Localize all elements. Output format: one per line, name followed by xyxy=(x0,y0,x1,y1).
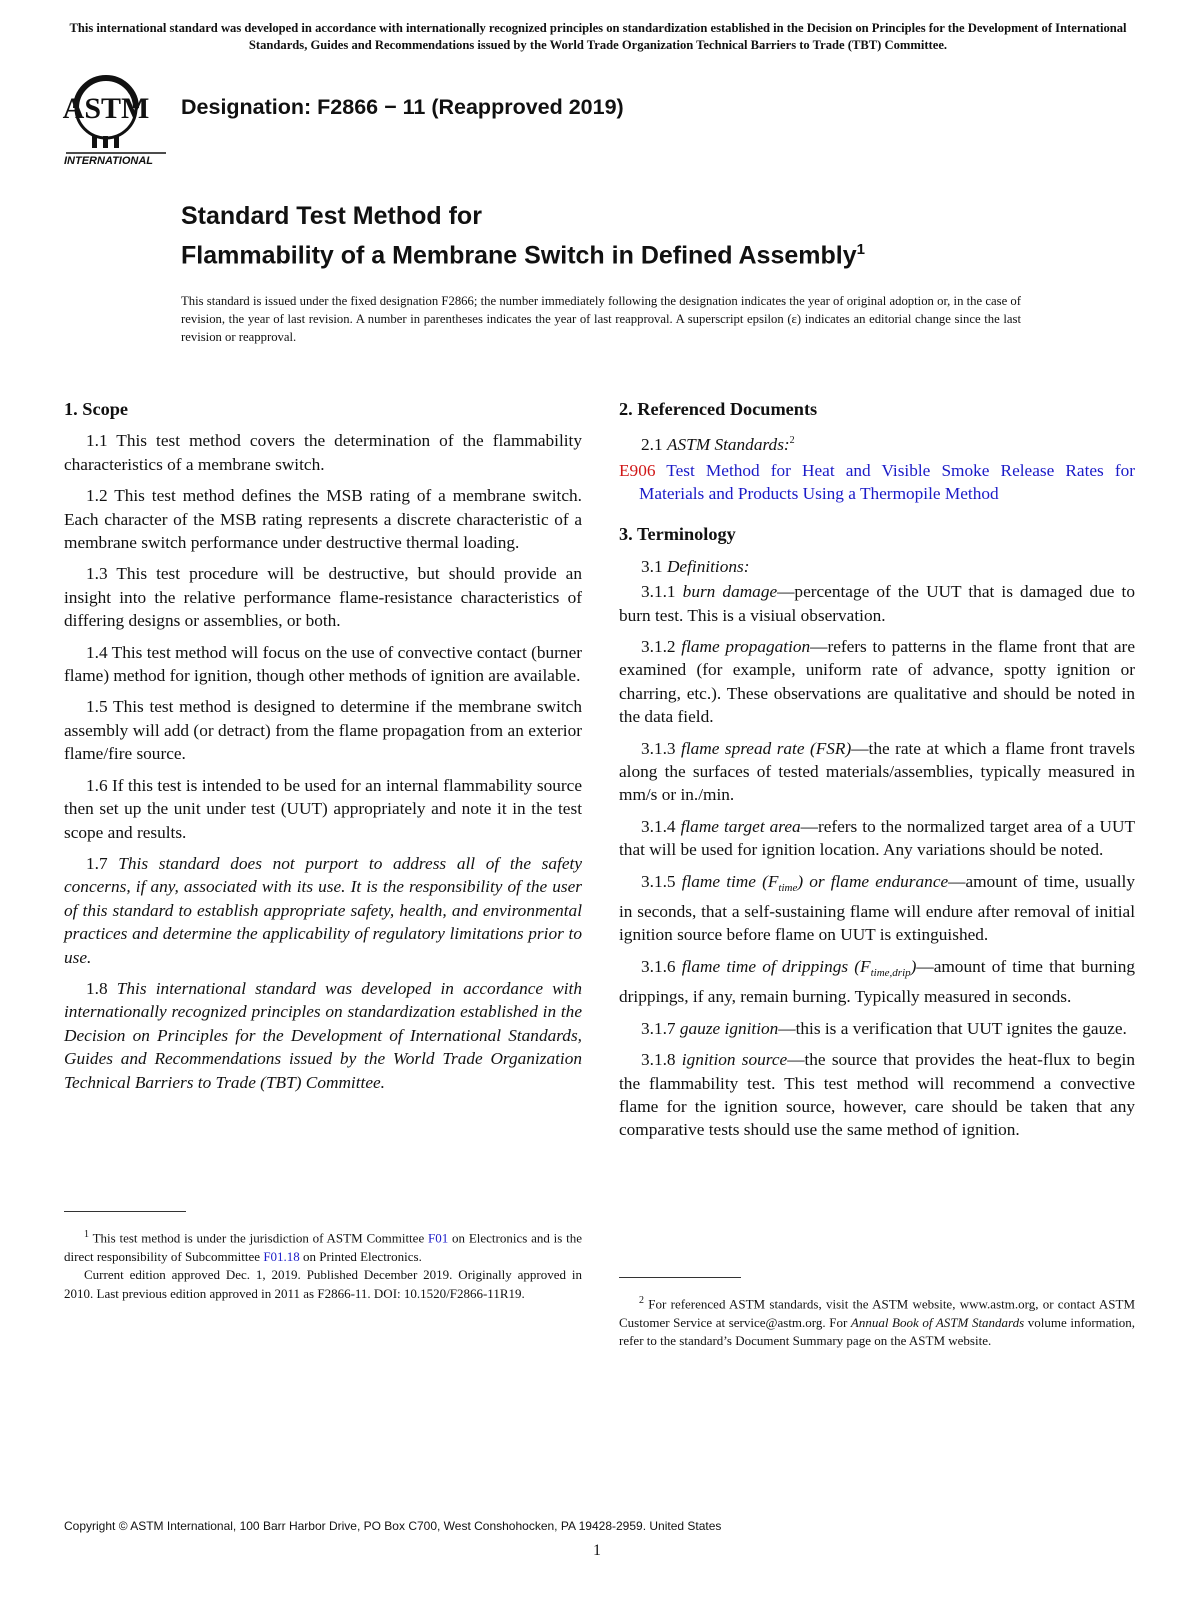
scope-1-1: 1.1 This test method covers the determination of the flammability characteristics of a membrane switch. xyxy=(64,431,582,474)
scope-1-8: 1.8 This international standard was developed in accordance with internationally recognized principles on standardization established in the Decision on Principles for the Development of International Standards, Guides and Recommendations issued by the World Trade Organization Technical Barriers to Trade (TBT) Committee. xyxy=(64,978,582,1092)
def-3-1-3: 3.1.3 flame spread rate (FSR)—the rate at which a flame front travels along the surfaces of tested materials/assemblies, typically measured in mm/s or in./min. xyxy=(619,738,1136,805)
right-column xyxy=(619,398,1135,1150)
link-f01[interactable]: F01 xyxy=(428,1230,449,1246)
footnote-1-edition: Current edition approved Dec. 1, 2019. Published December 2019. Originally approved in 2010. Last previous edition approved in 2011 as F2866-11. DOI: 10.1520/F2866-11R19. xyxy=(64,1267,582,1301)
scope-1-4: 1.4 This test method will focus on the use of convective contact (burner flame) method for ignition, though other methods of ignition are available. xyxy=(64,642,582,686)
scope-1-6: 1.6 If this test is intended to be used for an internal flammability source then set up the unit under test (UUT) appropriately and note it in the test scope and results. xyxy=(64,775,582,842)
def-3-1-7: 3.1.7 gauze ignition—this is a verification that UUT ignites the gauze. xyxy=(641,1018,1127,1038)
def-3-1-1: 3.1.1 burn damage—percentage of the UUT that is damaged due to burn test. This is a visiual observation. xyxy=(619,582,1135,625)
issuance-note: This standard is issued under the fixed designation F2866; the number immediately following the designation indicates the year of original adoption or, in the case of revision, the year of last revision. A number in parentheses indicates the year of last reapproval. A superscript epsilon (ε) indicates an editorial change since the last revision or reapproval. xyxy=(181,294,1021,344)
ref-e906[interactable]: E906 Test Method for Heat and Visible Smoke Release Rates for Materials and Products Using a Thermopile Method xyxy=(619,460,1136,503)
def-3-1-2: 3.1.2 flame propagation—refers to patterns in the flame front that are examined (for example, uniform rate of advance, spotty ignition or charring, etc.). These observations are qualitative and should be noted in the data field. xyxy=(619,637,1135,727)
footnote-rule-left xyxy=(64,1211,186,1212)
def-3-1-6: 3.1.6 flame time of drippings $(F_{time,drip})—amount$ of time that burning drippings, if any, remain burning. Typically measured in seconds. xyxy=(619,956,1136,1007)
definitions-subhead: 3.1 Definitions: xyxy=(641,556,750,576)
top-notice: This international standard was developed in accordance with internationally recognized principles on standardization established in the Decision on Principles for the Development of International Standards, Guides and Recommendations issued by the World Trade Organization Technical Barriers to Trade (TBT) Committee. xyxy=(69,21,1127,52)
footnote-2: $^2$ For referenced ASTM standards, visit the ASTM website, www.astm.org, or contact ASTM Customer Service at service@astm.org. For Annual Book of ASTM Standards volume information, refer to the standard’s Document Summary page on the ASTM website. xyxy=(619,1295,1136,1349)
title-line-2: Flammability of a Membrane Switch in Defined Assembly$^1$ xyxy=(181,241,865,270)
scope-1-7: 1.7 This standard does not purport to address all of the safety concerns, if any, associated with its use. It is the responsibility of the user of this standard to establish appropriate safety, health, and environmental practices and determine the applicability of regulatory limitations prior to use. xyxy=(64,853,582,967)
left-column xyxy=(64,398,582,1102)
title-footnote-mark: 1 xyxy=(856,241,865,258)
link-f01-18[interactable]: F01.18 xyxy=(263,1248,300,1264)
footnote-rule-right xyxy=(619,1277,741,1278)
designation: Designation: F2866 − 11 (Reapproved 2019) xyxy=(181,95,624,119)
terminology-heading: 3. Terminology xyxy=(619,524,736,545)
scope-1-2: 1.2 This test method defines the MSB rating of a membrane switch. Each character of the MSB rating represents a discrete characteristic of a membrane switch performance under destructive thermal loading. xyxy=(64,486,582,553)
title-line-1: Standard Test Method for xyxy=(181,202,482,230)
astm-standards-subhead: 2.1 ASTM Standards:$^2$ xyxy=(641,435,795,455)
referenced-heading: 2. Referenced Documents xyxy=(619,399,818,419)
document-title xyxy=(181,200,865,272)
logo-caption: INTERNATIONAL xyxy=(64,155,154,167)
logo-wordmark: ASTM xyxy=(62,92,150,125)
def-3-1-8: 3.1.8 ignition source—the source that provides the heat-flux to begin the flammability test. This test method will recommend a convective flame for the ignition source, however, care should be taken that any comparative tests should use the same method of ignition. xyxy=(619,1050,1135,1140)
astm-logo xyxy=(62,70,172,168)
scope-1-5: 1.5 This test method is designed to determine if the membrane switch assembly will add (or detract) from the flame propagation from an exterior flame/fire source. xyxy=(64,697,582,764)
def-3-1-4: 3.1.4 flame target area—refers to the normalized target area of a UUT that will be used for ignition location. Any variations should be noted. xyxy=(619,816,1135,860)
copyright-line: Copyright © ASTM International, 100 Barr Harbor Drive, PO Box C700, West Conshohocken, PA 19428-2959. United States xyxy=(64,1519,722,1533)
def-3-1-5: 3.1.5 flame time $(F_{time})$ or flame endurance—amount of time, usually in seconds, that a self-sustaining flame will endure after removal of initial ignition source before flame on UUT is extinguished. xyxy=(619,871,1135,945)
page-number: 1 xyxy=(593,1542,601,1559)
scope-heading: 1. Scope xyxy=(64,399,128,419)
scope-1-3: 1.3 This test procedure will be destructive, but should provide an insight into the relative performance flame-resistance characteristics of differing designs or assemblies, or both. xyxy=(64,564,582,631)
footnote-1: $^1$ This test method is under the jurisdiction of ASTM Committee F01 on Electronics and is the direct responsibility of Subcommittee F01.18 on Printed Electronics. Current edition approved Dec. 1, 2019. Published December 2019. Originally approved in 2010. Last previous edition approved in 2011 as F2866-11. DOI: 10.1520/F2866-11R19. xyxy=(64,1226,582,1303)
